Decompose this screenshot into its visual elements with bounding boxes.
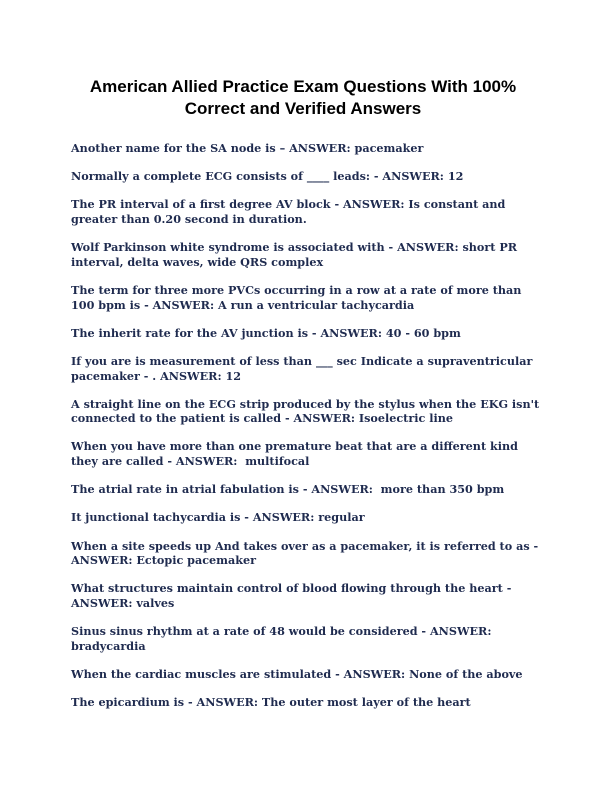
qa-item: Another name for the SA node is – ANSWER: pacemaker: [71, 141, 424, 155]
page-title-line-1: American Allied Practice Exam Questions With 100%: [89, 77, 517, 96]
qa-item: The inherit rate for the AV junction is - ANSWER: 40 - 60 bpm: [71, 325, 461, 340]
qa-item: What structures maintain control of blood flowing through the heart - ANSWER: valves: [71, 581, 516, 610]
qa-list: [71, 141, 544, 723]
qa-item: If you are is measurement of less than ___ sec Indicate a supraventricular pacemaker - . ANSWER: 12: [71, 353, 537, 383]
qa-item: When you have more than one premature beat that are a different kind they are called - ANSWER: multifocal: [71, 439, 522, 469]
qa-item: The atrial rate in atrial fabulation is - ANSWER: more than 350 bpm: [71, 482, 505, 497]
page-title: [40, 76, 566, 120]
qa-item: Normally a complete ECG consists of ____ leads: - ANSWER: 12: [71, 169, 464, 184]
qa-item: Wolf Parkinson white syndrome is associated with - ANSWER: short PR interval, delta waves, wide QRS complex: [71, 240, 521, 269]
qa-item: The term for three more PVCs occurring in a row at a rate of more than 100 bpm is - ANSWER: A run a ventricular tachycardia: [71, 282, 526, 312]
qa-item: It junctional tachycardia is - ANSWER: regular: [71, 510, 365, 525]
qa-item: The PR interval of a first degree AV block - ANSWER: Is constant and greater than 0.20 second in duration.: [71, 197, 510, 226]
qa-item: When the cardiac muscles are stimulated - ANSWER: None of the above: [71, 666, 523, 681]
qa-item: The epicardium is - ANSWER: The outer most layer of the heart: [71, 695, 471, 710]
qa-item: A straight line on the ECG strip produced by the stylus when the EKG isn't connected to the patient is called - ANSWER: Isoelectric line: [71, 396, 544, 426]
qa-item: When a site speeds up And takes over as a pacemaker, it is referred to as - ANSWER: Ectopic pacemaker: [71, 538, 543, 568]
qa-item: Sinus sinus rhythm at a rate of 48 would be considered - ANSWER: bradycardia: [71, 624, 496, 653]
page-title-line-2: Correct and Verified Answers: [184, 99, 422, 118]
